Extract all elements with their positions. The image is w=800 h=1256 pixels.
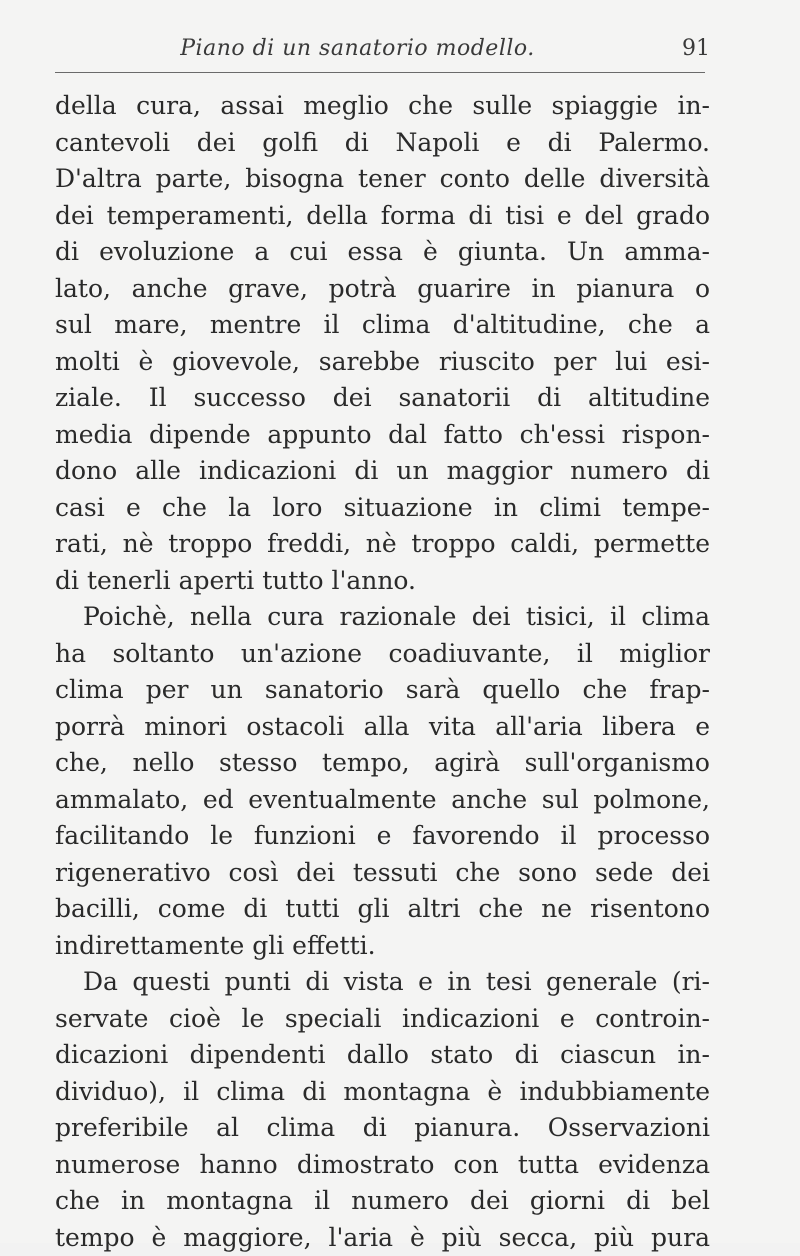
- body-text: [55, 88, 710, 1256]
- text-line: ammalato, ed eventualmente anche sul polmone,: [55, 782, 710, 819]
- text-line: cantevoli dei golfi di Napoli e di Palermo.: [55, 125, 710, 162]
- text-line: che in montagna il numero dei giorni di bel: [55, 1183, 710, 1220]
- running-head: [55, 36, 710, 76]
- text-line: dicazioni dipendenti dallo stato di ciascun in-: [55, 1037, 710, 1074]
- text-line: sul mare, mentre il clima d'altitudine, che a: [55, 307, 710, 344]
- paragraph-start-line: Da questi punti di vista e in tesi generale (ri-: [55, 964, 710, 1001]
- running-title: Piano di un sanatorio modello.: [55, 36, 660, 61]
- paragraph-end-line: di tenerli aperti tutto l'anno.: [55, 563, 710, 600]
- text-line: che, nello stesso tempo, agirà sull'organismo: [55, 745, 710, 782]
- text-line: dividuo), il clima di montagna è indubbiamente: [55, 1074, 710, 1111]
- text-line: D'altra parte, bisogna tener conto delle diversità: [55, 161, 710, 198]
- text-line: numerose hanno dimostrato con tutta evidenza: [55, 1147, 710, 1184]
- text-line: lato, anche grave, potrà guarire in pianura o: [55, 271, 710, 308]
- text-line: facilitando le funzioni e favorendo il processo: [55, 818, 710, 855]
- text-line: rigenerativo così dei tessuti che sono sede dei: [55, 855, 710, 892]
- text-line: casi e che la loro situazione in climi tempe-: [55, 490, 710, 527]
- text-line: porrà minori ostacoli alla vita all'aria libera e: [55, 709, 710, 746]
- text-line: servate cioè le speciali indicazioni e controin-: [55, 1001, 710, 1038]
- text-line: rati, nè troppo freddi, nè troppo caldi, permette: [55, 526, 710, 563]
- text-line: ziale. Il successo dei sanatorii di altitudine: [55, 380, 710, 417]
- text-line: dono alle indicazioni di un maggior numero di: [55, 453, 710, 490]
- text-line: tempo è maggiore, l'aria è più secca, più pura: [55, 1220, 710, 1256]
- text-line: ha soltanto un'azione coadiuvante, il miglior: [55, 636, 710, 673]
- text-line: della cura, assai meglio che sulle spiaggie in-: [55, 88, 710, 125]
- text-line: clima per un sanatorio sarà quello che frap-: [55, 672, 710, 709]
- text-line: media dipende appunto dal fatto ch'essi rispon-: [55, 417, 710, 454]
- text-line: molti è giovevole, sarebbe riuscito per lui esi-: [55, 344, 710, 381]
- paragraph-start-line: Poichè, nella cura razionale dei tisici, il clima: [55, 599, 710, 636]
- text-line: di evoluzione a cui essa è giunta. Un amma-: [55, 234, 710, 271]
- paragraph-end-line: indirettamente gli effetti.: [55, 928, 710, 965]
- text-line: preferibile al clima di pianura. Osservazioni: [55, 1110, 710, 1147]
- text-line: bacilli, come di tutti gli altri che ne risentono: [55, 891, 710, 928]
- header-rule: [55, 72, 705, 73]
- page-number: 91: [682, 36, 710, 61]
- text-line: dei temperamenti, della forma di tisi e del grado: [55, 198, 710, 235]
